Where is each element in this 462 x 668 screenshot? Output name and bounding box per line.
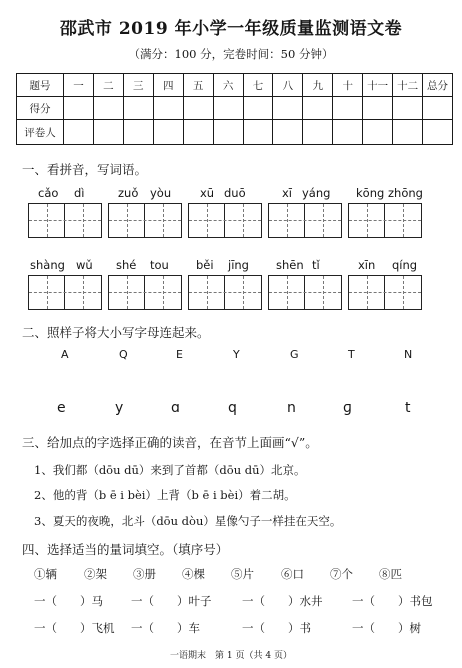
measure-word-option: ⑦个 — [330, 567, 353, 581]
pinyin-syllable: shàng — [30, 258, 65, 272]
pinyin-syllable: yáng — [302, 186, 331, 200]
score-table — [16, 73, 453, 145]
grader-row-label: 评卷人 — [17, 120, 64, 145]
fill-blank[interactable]: 一（ ）水井 — [242, 594, 323, 608]
pinyin-syllable: dì — [74, 186, 85, 200]
score-header-cell: 题号 — [17, 74, 64, 97]
score-header-cell: 五 — [183, 74, 213, 97]
pinyin-syllable: qíng — [392, 258, 418, 272]
pinyin-syllable: tǐ — [312, 258, 320, 272]
pinyin-syllable: kōng — [356, 186, 385, 200]
writing-grid[interactable] — [348, 203, 422, 238]
score-header-cell: 七 — [243, 74, 273, 97]
measure-word-option: ②架 — [84, 567, 107, 581]
lowercase-letter[interactable]: n — [287, 400, 296, 416]
pinyin-syllable: duō — [224, 186, 246, 200]
pinyin-syllable: cǎo — [38, 186, 59, 200]
measure-word-option: ⑥口 — [281, 567, 304, 581]
uppercase-letter[interactable]: Y — [233, 348, 240, 361]
measure-word-option: ③册 — [133, 567, 156, 581]
section1-heading: 一、看拼音，写词语。 — [22, 162, 148, 177]
score-header-cell: 十二 — [393, 74, 423, 97]
fill-blank[interactable]: 一（ ）车 — [131, 621, 200, 635]
lowercase-letter[interactable]: y — [115, 400, 124, 416]
lowercase-letter[interactable]: e — [57, 400, 66, 416]
uppercase-letter[interactable]: T — [348, 348, 355, 361]
pinyin-syllable: běi — [196, 258, 214, 272]
writing-grid[interactable] — [28, 275, 102, 310]
question-line[interactable]: 3、夏天的夜晚，北斗（dōu dòu）星像勺子一样挂在天空。 — [34, 514, 342, 528]
pinyin-syllable: tou — [150, 258, 169, 272]
exam-subtitle: （满分：100 分，完卷时间：50 分钟） — [128, 47, 334, 61]
score-header-cell: 八 — [273, 74, 303, 97]
score-header-cell: 二 — [93, 74, 123, 97]
uppercase-letter[interactable]: G — [290, 348, 299, 361]
fill-blank[interactable]: 一（ ）飞机 — [34, 621, 115, 635]
score-header-cell: 一 — [64, 74, 94, 97]
pinyin-syllable: shēn — [276, 258, 304, 272]
writing-grid[interactable] — [268, 203, 342, 238]
pinyin-syllable: yòu — [150, 186, 172, 200]
measure-word-option: ⑤片 — [231, 567, 254, 581]
writing-grid[interactable] — [28, 203, 102, 238]
section4-heading: 四、选择适当的量词填空。（填序号） — [22, 542, 229, 557]
score-row — [17, 97, 453, 120]
fill-blank[interactable]: 一（ ）书 — [242, 621, 311, 635]
score-header-cell: 总分 — [423, 74, 453, 97]
fill-blank[interactable]: 一（ ）马 — [34, 594, 103, 608]
grader-row — [17, 120, 453, 145]
score-table-header-row — [17, 74, 453, 97]
pinyin-syllable: xū — [200, 186, 215, 200]
score-header-cell: 六 — [213, 74, 243, 97]
section3-heading: 三、给加点的字选择正确的读音，在音节上面画“√”。 — [22, 435, 318, 450]
score-header-cell: 四 — [153, 74, 183, 97]
fill-blank[interactable]: 一（ ）树 — [352, 621, 421, 635]
measure-word-option: ⑧匹 — [379, 567, 402, 581]
writing-grid[interactable] — [188, 203, 262, 238]
measure-word-option: ④棵 — [182, 567, 205, 581]
writing-grid[interactable] — [188, 275, 262, 310]
pinyin-syllable: xīn — [358, 258, 376, 272]
score-header-cell: 十 — [333, 74, 363, 97]
uppercase-letter[interactable]: Q — [119, 348, 128, 361]
pinyin-syllable: zuǒ — [118, 186, 139, 200]
question-line[interactable]: 1、我们都（dōu dū）来到了首都（dōu dū）北京。 — [34, 463, 306, 477]
lowercase-letter[interactable]: q — [228, 400, 237, 416]
pinyin-syllable: xī — [282, 186, 293, 200]
uppercase-letter[interactable]: A — [61, 348, 69, 361]
lowercase-letter[interactable]: t — [405, 400, 411, 416]
lowercase-letter[interactable]: ɡ — [343, 400, 352, 416]
score-header-cell: 三 — [123, 74, 153, 97]
writing-grid[interactable] — [348, 275, 422, 310]
pinyin-syllable: wǔ — [76, 258, 93, 272]
pinyin-syllable: jīng — [228, 258, 249, 272]
score-row-label: 得分 — [17, 97, 64, 120]
lowercase-letter[interactable]: ɑ — [171, 400, 180, 416]
writing-grid[interactable] — [108, 275, 182, 310]
question-line[interactable]: 2、他的背（b ē i bèi）上背（b ē i bèi）着二胡。 — [34, 488, 296, 502]
score-header-cell: 九 — [303, 74, 333, 97]
writing-grid[interactable] — [108, 203, 182, 238]
uppercase-letter[interactable]: N — [404, 348, 413, 361]
pinyin-syllable: shé — [116, 258, 137, 272]
score-header-cell: 十一 — [363, 74, 393, 97]
measure-word-option: ①辆 — [34, 567, 57, 581]
page-footer: 一语期末 第 1 页（共 4 页） — [170, 651, 292, 661]
section2-heading: 二、照样子将大小写字母连起来。 — [22, 325, 210, 340]
fill-blank[interactable]: 一（ ）叶子 — [131, 594, 212, 608]
uppercase-letter[interactable]: E — [176, 348, 183, 361]
pinyin-syllable: zhōng — [388, 186, 423, 200]
writing-grid[interactable] — [268, 275, 342, 310]
exam-title: 邵武市 2019 年小学一年级质量监测语文卷 — [59, 19, 403, 39]
fill-blank[interactable]: 一（ ）书包 — [352, 594, 433, 608]
